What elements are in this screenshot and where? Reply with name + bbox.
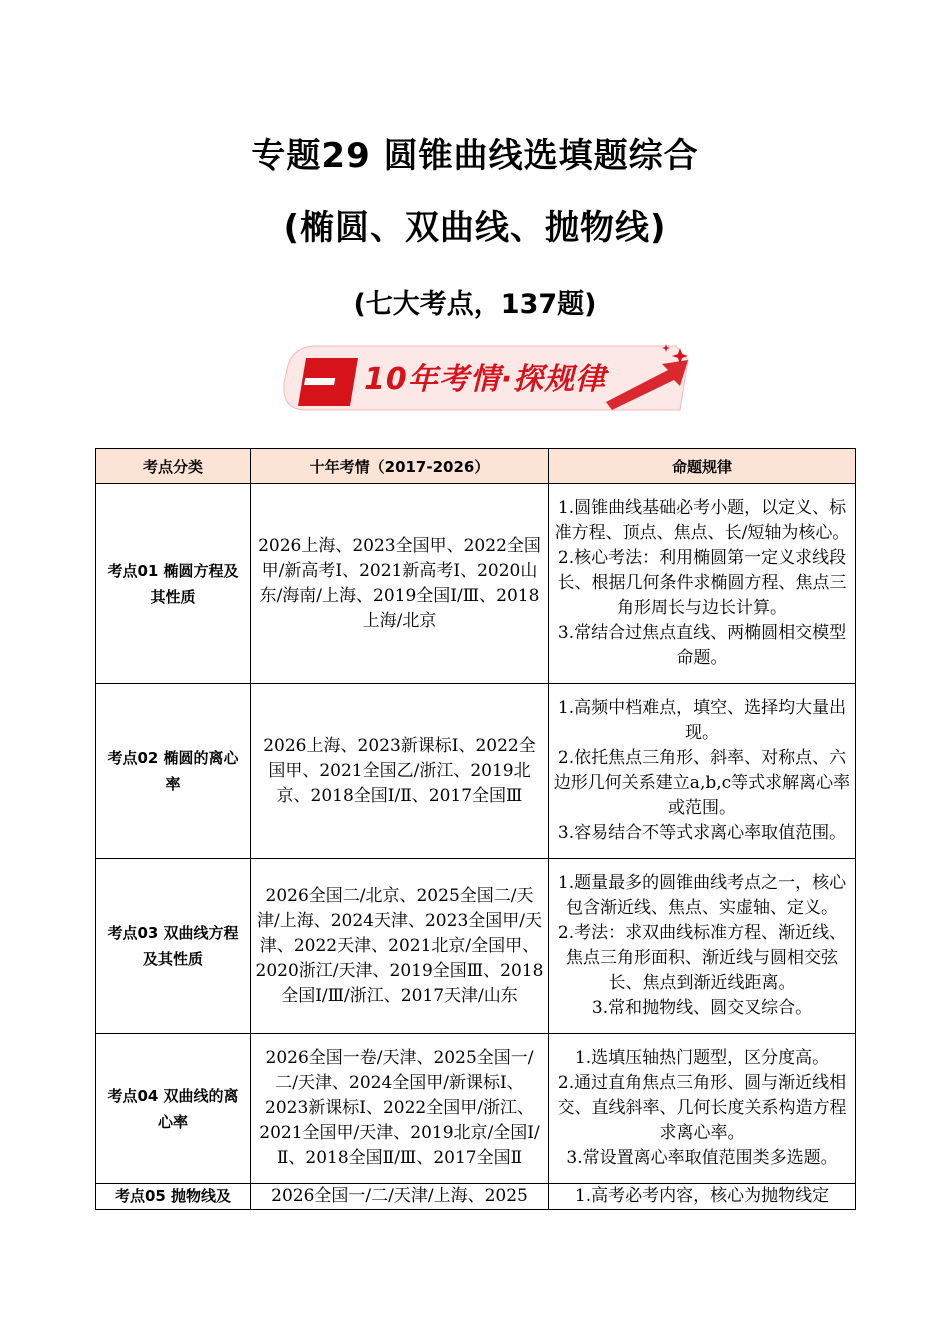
rule-item: 1.题量最多的圆锥曲线考点之一，核心包含渐近线、焦点、实虚轴、定义。: [557, 873, 847, 918]
row-rules: [549, 1184, 856, 1210]
row-category: 考点02 椭圆的离心率: [96, 684, 251, 859]
banner-title: 10年考情·探规律: [364, 362, 607, 397]
table-row: [96, 859, 856, 1034]
rule-item: 2.考法：求双曲线标准方程、渐近线、焦点三角形面积、渐近线与圆相交弦长、焦点到渐近线距离。: [557, 923, 847, 993]
row-years: 2026全国一卷/天津、2025全国一/二/天津、2024全国甲/新课标Ⅰ、2023新课标Ⅰ、2022全国甲/浙江、2021全国甲/天津、2019北京/全国Ⅰ/Ⅱ、2018全国Ⅱ/Ⅲ、2017全国Ⅱ: [251, 1034, 549, 1184]
rule-item: 2.通过直角焦点三角形、圆与渐近线相交、直线斜率、几何长度关系构造方程求离心率。: [557, 1073, 847, 1143]
page-title: 专题29 圆锥曲线选填题综合: [251, 136, 699, 176]
table-row: [96, 684, 856, 859]
header-category: 考点分类: [96, 449, 251, 484]
header-rules: 命题规律: [549, 449, 856, 484]
rule-item: 2.核心考法：利用椭圆第一定义求线段长、根据几何条件求椭圆方程、焦点三角形周长与边长计算。: [557, 548, 847, 618]
table-row: [96, 1184, 856, 1210]
rule-item: 1.高频中档难点，填空、选择均大量出现。: [557, 698, 847, 743]
row-category: 考点01 椭圆方程及其性质: [96, 484, 251, 684]
section-banner: [276, 340, 700, 424]
row-years: 2026全国二/北京、2025全国二/天津/上海、2024天津、2023全国甲/天津、2022天津、2021北京/全国甲、2020浙江/天津、2019全国Ⅲ、2018全国Ⅰ/Ⅲ/浙江、2017天津/山东: [251, 859, 549, 1034]
row-category: 考点05 抛物线及: [96, 1184, 251, 1210]
row-rules: [549, 684, 856, 859]
row-years: 2026全国一/二/天津/上海、2025: [251, 1184, 549, 1210]
rule-item: 3.常结合过焦点直线、两椭圆相交模型命题。: [557, 623, 847, 668]
page-subtitle: (椭圆、双曲线、抛物线): [283, 208, 667, 248]
row-rules: [549, 859, 856, 1034]
page-subtitle-count: (七大考点，137题): [353, 289, 597, 320]
table-row: [96, 484, 856, 684]
row-category: 考点03 双曲线方程及其性质: [96, 859, 251, 1034]
rule-item: 1.选填压轴热门题型，区分度高。: [574, 1048, 830, 1068]
topic-table: [95, 448, 856, 1210]
header-years: 十年考情（2017-2026）: [251, 449, 549, 484]
rule-item: 3.常和抛物线、圆交叉综合。: [591, 998, 813, 1018]
table-row: [96, 1034, 856, 1184]
rule-item: 2.依托焦点三角形、斜率、对称点、六边形几何关系建立a,b,c等式求解离心率或范围。: [553, 748, 851, 818]
rule-item: 1.高考必考内容，核心为抛物线定: [574, 1186, 830, 1206]
rule-item: 1.圆锥曲线基础必考小题，以定义、标准方程、顶点、焦点、长/短轴为核心。: [554, 498, 850, 543]
row-category: 考点04 双曲线的离心率: [96, 1034, 251, 1184]
row-rules: [549, 1034, 856, 1184]
row-years: 2026上海、2023全国甲、2022全国甲/新高考Ⅰ、2021新高考Ⅰ、2020山东/海南/上海、2019全国Ⅰ/Ⅲ、2018上海/北京: [251, 484, 549, 684]
row-years: 2026上海、2023新课标Ⅰ、2022全国甲、2021全国乙/浙江、2019北京、2018全国Ⅰ/Ⅱ、2017全国Ⅲ: [251, 684, 549, 859]
rule-item: 3.容易结合不等式求离心率取值范围。: [557, 823, 847, 843]
rule-item: 3.常设置离心率取值范围类多选题。: [566, 1148, 838, 1168]
table-header-row: [96, 449, 856, 484]
row-rules: [549, 484, 856, 684]
